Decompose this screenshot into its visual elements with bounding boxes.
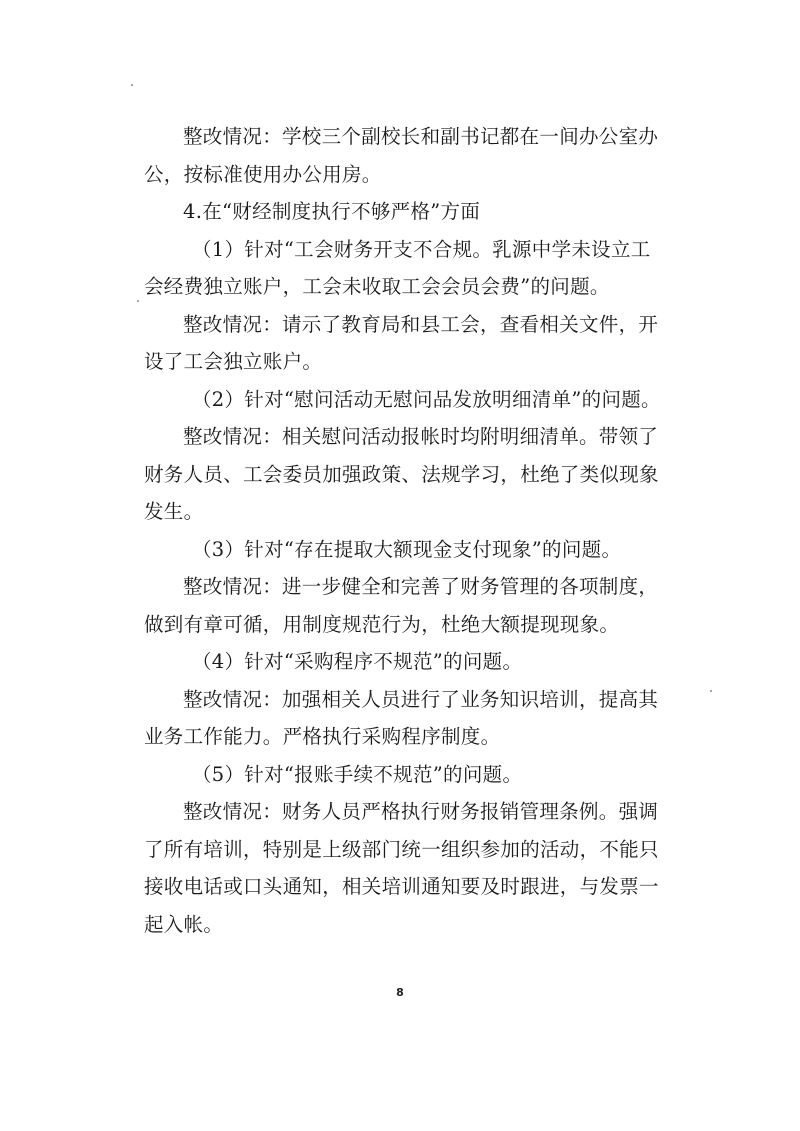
paragraph [144,306,660,381]
paragraph-line: 整改情况：请示了教育局和县工会，查看相关文件，开 [183,312,659,336]
paragraph-line: 业务工作能力。严格执行采购程序制度。 [144,725,501,748]
paragraph-line: 财务人员、工会委员加强政策、法规学习，杜绝了类似现象 [144,462,659,486]
paragraph-line: 做到有章可循，用制度规范行为，杜绝大额提现现象。 [144,612,620,636]
paragraph-line: （2）针对“慰问活动无慰问品发放明细清单”的问题。 [192,387,661,411]
section-heading [144,193,660,231]
paragraph-line: 接收电话或口头通知，相关培训通知要及时跟进，与发票一 [144,875,659,898]
paragraph [144,531,660,569]
paragraph-line: （5）针对“报账手续不规范”的问题。 [192,762,523,786]
paragraph-line: 整改情况：财务人员严格执行财务报销管理条例。强调 [183,800,659,823]
paragraph [144,381,660,419]
paragraph-line: 4.在“财经制度执行不够严格”方面 [183,200,481,223]
paragraph-line: （3）针对“存在提取大额现金支付现象”的问题。 [192,537,622,561]
paragraph [144,643,660,681]
paragraph [144,568,660,643]
paragraph-line: 了所有培训，特别是上级部门统一组织参加的活动，不能只 [144,837,659,861]
paragraph-line: 起入帐。 [144,912,224,936]
scan-speck [131,84,133,86]
paragraph-line: （1）针对“工会财务开支不合规。乳源中学未设立工 [192,237,651,261]
document-body [144,118,660,943]
scan-speck [710,690,712,692]
paragraph-line: 整改情况：学校三个副校长和副书记都在一间办公室办 [183,125,659,148]
paragraph [144,231,660,306]
page-number: 8 [396,986,404,999]
paragraph-line: （4）针对“采购程序不规范”的问题。 [192,650,523,673]
paragraph-line: 会经费独立账户，工会未收取工会会员会费”的问题。 [144,275,610,298]
paragraph-line: 设了工会独立账户。 [144,350,323,373]
paragraph-line: 整改情况：进一步健全和完善了财务管理的各项制度， [183,575,659,598]
paragraph [144,681,660,756]
paragraph-line: 整改情况：加强相关人员进行了业务知识培训，提高其 [183,687,659,711]
paragraph [144,418,660,531]
paragraph-line: 整改情况：相关慰问活动报帐时均附明细清单。带领了 [183,425,659,448]
scan-speck [137,300,139,302]
paragraph [144,756,660,794]
paragraph-line: 公，按标准使用办公用房。 [144,162,382,186]
paragraph-line: 发生。 [144,500,204,523]
paragraph [144,793,660,943]
paragraph [144,118,660,193]
